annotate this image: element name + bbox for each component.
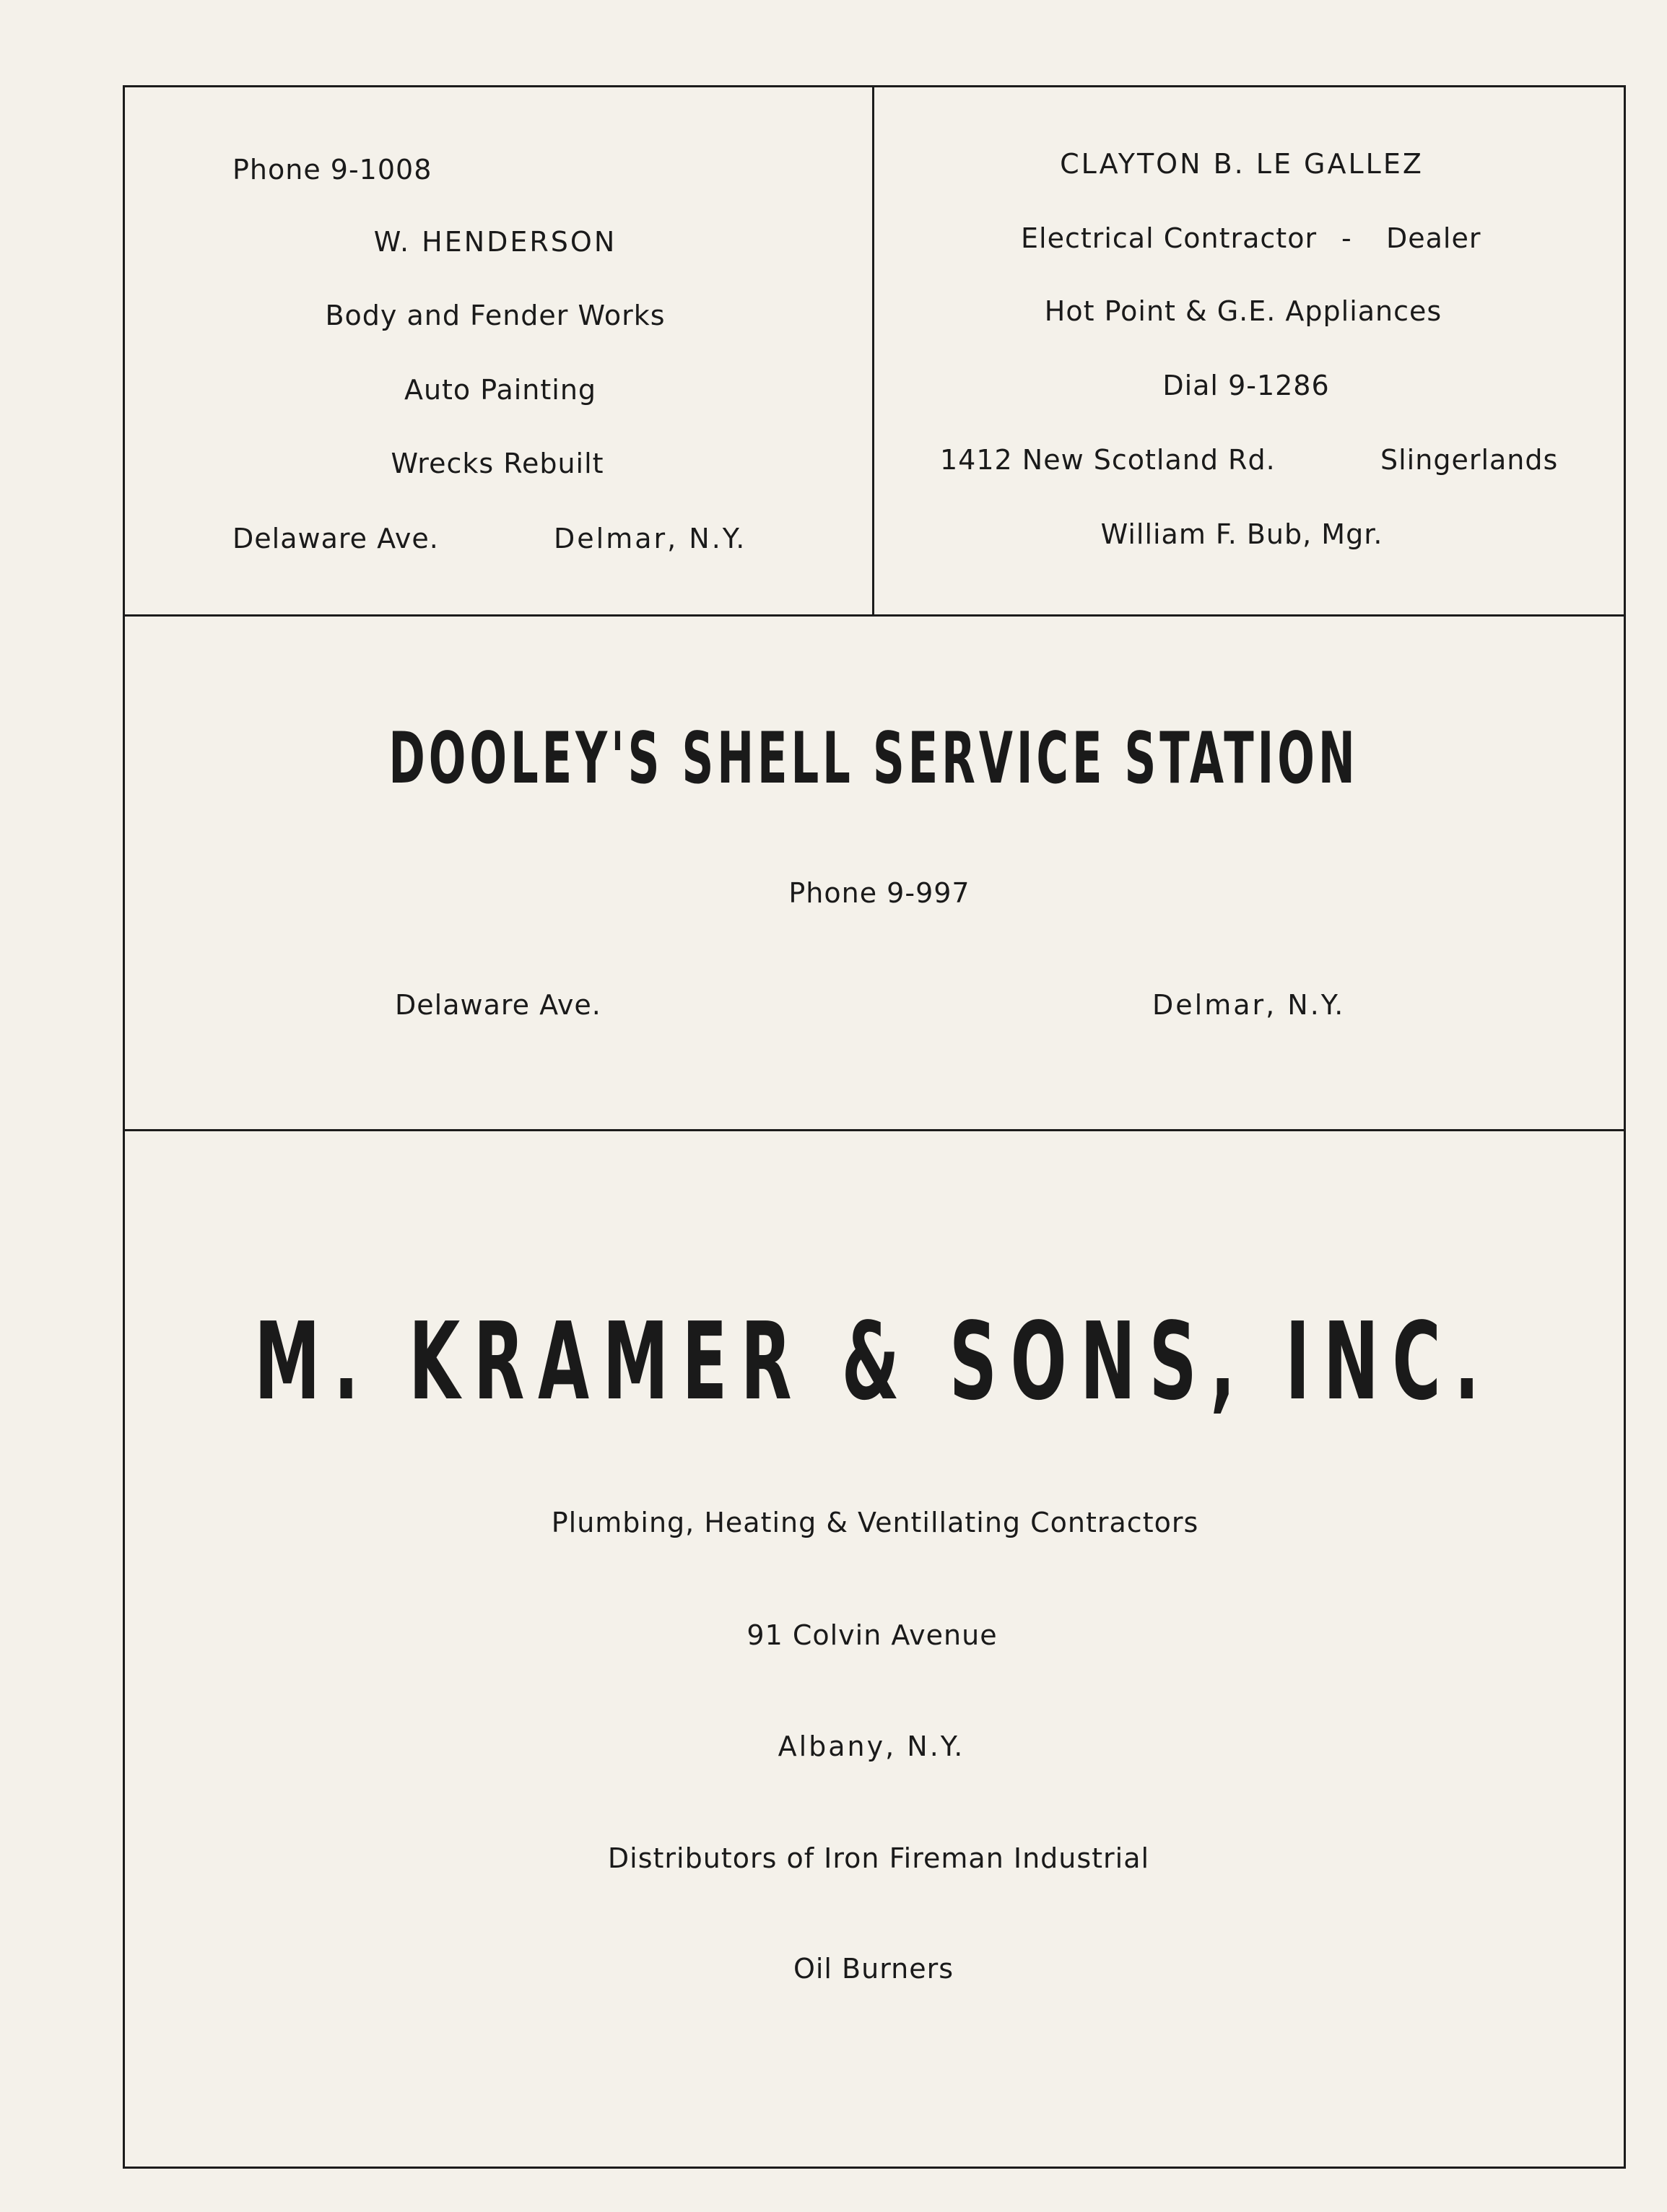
kramer-street: 91 Colvin Avenue [747,1619,998,1651]
henderson-service-body-fender: Body and Fender Works [325,300,666,331]
legallez-trade: Electrical Contractor [1021,222,1318,254]
kramer-product: Oil Burners [793,1953,954,1985]
henderson-phone: Phone 9-1008 [232,154,432,186]
kramer-city: Albany, N.Y. [778,1730,965,1762]
kramer-name: M. KRAMER & SONS, INC. [254,1299,1493,1424]
horizontal-divider-middle [123,1129,1626,1131]
dooley-name: DOOLEY'S SHELL SERVICE STATION [388,718,1359,800]
dooley-city: Delmar, N.Y. [1152,989,1346,1021]
legallez-appliances: Hot Point & G.E. Appliances [1044,295,1442,327]
legallez-dial: Dial 9-1286 [1162,370,1330,401]
vertical-divider [872,85,874,617]
horizontal-divider-top [123,614,1626,617]
henderson-city: Delmar, N.Y. [554,523,747,554]
legallez-name: CLAYTON B. LE GALLEZ [1060,148,1424,180]
legallez-town: Slingerlands [1380,444,1559,476]
dooley-street: Delaware Ave. [395,989,601,1021]
dooley-phone: Phone 9-997 [788,877,970,909]
kramer-services: Plumbing, Heating & Ventillating Contractors [551,1507,1199,1538]
henderson-street: Delaware Ave. [232,523,439,554]
henderson-service-painting: Auto Painting [404,374,597,406]
legallez-manager: William F. Bub, Mgr. [1100,518,1383,550]
legallez-address: 1412 New Scotland Rd. [940,444,1276,476]
henderson-name: W. HENDERSON [373,226,617,258]
henderson-service-wrecks: Wrecks Rebuilt [391,448,604,479]
kramer-distributors: Distributors of Iron Fireman Industrial [607,1842,1150,1874]
legallez-trade-separator: - [1341,222,1352,254]
legallez-trade-dealer: Dealer [1386,222,1481,254]
